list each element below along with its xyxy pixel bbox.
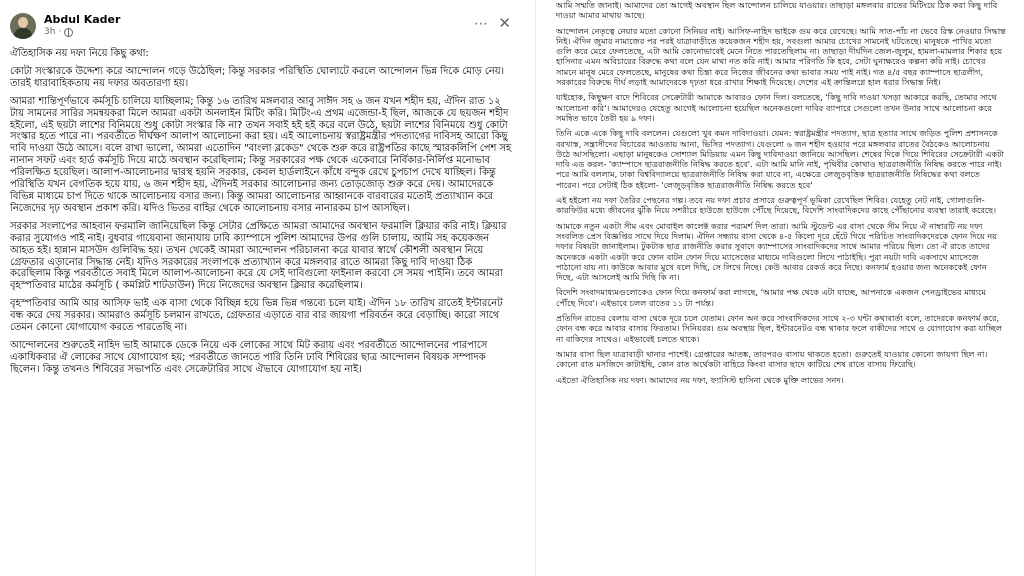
post-paragraph: আমি সম্মতি জানাই। আমাদের তো আগেই অবস্থান ছিল আন্দোলন চালিয়ে যাওয়ার। তাছাড়া মঙ্গলবার রাতের মিটিংয়ে ঠিক করা কিছু দাবি দাওয়া আমার মাথায় আছে। (556, 0, 998, 21)
more-options-icon[interactable]: ⋯ (474, 16, 489, 32)
meta-separator: · (58, 27, 62, 37)
close-icon[interactable]: ✕ (498, 14, 511, 32)
post-paragraph: তিনি একে একে কিছু দাবি বললেন। যেগুলো খুব কমন দাবিদাওয়া। যেমন: স্বরাষ্ট্রমন্ত্রীর পদত্যাগ, ছাত্র হত্যার সাথে জড়িত পুলিশ প্রশাসনকে বরখাস্ত, সন্ত্রাসীদের বিচারের আওতায় আনা, ভিসির পদত্যাগ। যেগুলো ৬ জন শহীদ হওয়ার পরে মঙ্গলবার রাতের বৈঠকেও আলোচনায় উঠে আসছিলো। এছাড়া মানুষকেও সোশ্যাল মিডিয়ায় এমন কিছু দাবিদাওয়া জানিয়ে আসছিল। শেষের দিকে গিয়ে শিবিরের সেক্রেটারী একটা দাবি এড করল- 'ক্যাম্পাসে ছাত্ররাজনীতি নিষিদ্ধ করতে হবে'. এটা আমি মানি নাই, পৃথিবীর কোথাও ছাত্ররাজনীতি নিষিদ্ধ করতে পারে নাই। পরে আমি বললাম, ঢাকা বিশ্ববিদ্যালয়ে ছাত্ররাজনীতি নিষিদ্ধ করা যাবে না, এক্ষেত্রে লেজুড়বৃত্তিক ছাত্ররাজনীতি নিষিদ্ধের কথা বলতে পারেন। পরে সেটাই ঠিক হইলো- 'লেজুড়বৃত্তিক ছাত্ররাজনীতি নিষিদ্ধ করতে হবে' (556, 128, 1005, 190)
author-block (44, 13, 120, 39)
post-paragraph: আন্দোলন নেতৃত্বে নেয়ার মতো কোনো সিনিয়র নাই। আসিফ-নাহিদ ভাইকে গুম করে রেখেছে। আমি সাত-পাঁচ না ভেবে রিস্ক নেওয়ার সিদ্ধান্ত নিই। ঐদিন জুমার নামাজের পর পরই যাত্রাবাড়ীতে কয়েকজন শহীদ হয়, সবগুলা আমার চোখের সামনেই ঘটতেছে। মানুষকে পাখির মতো গুলি করে মেরে ফেলতেছে, এটা আমি কোনোভাবেই মেনে নিতে পারতেছিলাম না। তাছাড়া দীর্ঘদিন জেল-জুলুম, হামলা-মামলার শিকার হয়ে হাসিনার এমন অবিচারের বিরুদ্ধে কথা বলে যেন মাথা নত করি নাই। আমার পরিণতি কি হবে, সেটা ঘুনাক্ষরেও কল্পনা করি নাই। চোখের সামনে মানুষ মেরে ফেলতেছে, মানুষের কথা চিন্তা করে নিজের জীবনের কথা ভাবার সময় পাই নাই। গত ৪/৫ বছর ক্যাম্পাসে ছাত্রলীগ, সরকারের বিরুদ্ধে দীর্ঘ লড়াই আমাদেরকে দৃঢ়তা ধরে রাখার শিক্ষাই দিয়েছে। দেশের এই ক্রান্তিলগ্নে হাল ধরার সিদ্ধান্ত নিই। (556, 25, 1006, 88)
post-paragraph: আন্দোলনের শুরুতেই নাহিদ ভাই আমাকে ডেকে নিয়ে এক লোকের সাথে মিট করায় এবং পরবর্তীতে আন্দোলনের পারপাসে একাধিকবার ঐ লোকের সাথে যোগাযোগ হয়; পরবর্তীতে জানতে পারি তিনি ঢাবি শিবিরের ছাত্র আন্দোলন বিষয়ক সম্পাদক ছিলেন। কিন্তু তখনও শিবিরের সভাপতি এবং সেক্রেটারির সাথে ঐভাবে যোগাযোগ হয় নাই। (10, 339, 488, 375)
post-header (10, 6, 515, 46)
author-name[interactable]: Abdul Kader (44, 13, 121, 26)
post-paragraph: এই হইলো নয় দফা তৈরির পেছনের গল্প। তবে নয় দফা প্রচার প্রসারে গুরুত্বপূর্ণ ভূমিকা রেখেছিল শিবির। যেহেতু নেট নাই, গোলাগুলি-কারফিউর মধ্যে জীবনের ঝুঁকি নিয়ে সশরীরে হাউজে হাউজে পৌঁছে দিয়েছে, বিদেশি সাংবাদিকদের কাছে পৌঁছানোর ব্যবস্থা তারাই করেছে। (556, 195, 997, 216)
post-paragraph: এইতো ঐতিহাসিক নয় দফা। আমাদের নয় দফা, ফ্যাসিস্ট হাসিনা থেকে মুক্তি লাভের সনদ। (556, 374, 844, 385)
avatar[interactable] (10, 13, 36, 39)
post-paragraph: প্রতিদিন রাতের বেলায় বাসা থেকে দূরে চলে যেতাম। ফোন অন করে সাংবাদিকদের সাথে ২-৩ ঘন্টা কথাবার্তা বলে, তাদেরকে কনফার্ম করে, ফোন বন্ধ করে আবার বাসায় ফিরতাম। সিনিয়রর। গুম অবস্থায় ছিল, ইন্টারনেটও বন্ধ থাকার ফলে বাকীদের সাথে ও যোগাযোগ করা যাচ্ছিল না বাকিদের সাথেও। এইভাবেই চলতে থাকে। (556, 313, 1002, 344)
post-paragraph: বিদেশি সংবাদমাধ্যমগুলোকেও ফোন দিয়ে কনফার্ম করা লাগছে, 'আমার পক্ষ থেকে এটা যাচ্ছে, আপনাকে একজন পেনড্রাইভের মাধ্যমে পৌঁছে দিবে'। এইভাবে চলল রাতের ১১ টা পর্যন্ত। (556, 287, 986, 308)
column-divider (535, 0, 536, 576)
post-left-column (10, 0, 515, 576)
post-time[interactable]: 3h (44, 27, 56, 37)
post-right-column (556, 0, 1006, 576)
post-paragraph: আমরা শান্তিপূর্ণভাবে কর্মসূচি চালিয়ে যাচ্ছিলাম; কিন্তু ১৬ তারিখ মঙ্গলবার আবু সাঈদ সহ ৬ জন যখন শহীদ হয়, ঐদিন রাত ১২ টায় সামনের সারির সমন্বয়করা মিলে আমরা একটা অনলাইন মিটিং করি। মিটিং-এ প্রথম এজেন্ডা-ই ছিল, আজকে যে ছয়জন শহীদ হইলো, এই ছয়টা লাশের বিনিময়ে শুধু কোটা সংস্কার কি না? তখন সবাই হই হই করে বলে উঠে, ছয়টা লাশের বিনিময়ে শুধু কোটা সংস্কার হতে পারে না। পরবর্তীতে দীর্ঘক্ষণ আলাপ আলোচনা করা হয়। এই আলোচনায় স্বরাষ্ট্রমন্ত্রীর পদত্যাগের দাবিসহ আরো কিছু দাবি দাওয়া উঠে আসে। বলে রাখা ভালো, আমরা এতোদিন "বাংলা ব্লকেড" থেকে শুরু করে রাষ্ট্রপতির কাছে স্মারকলিপি পেশ সহ নানান সফট এবং হার্ড কর্মসূচি দিয়ে মাঠে অবস্থান করেছিলাম; কিন্তু সরকারের পক্ষ থেকে একেবারে নির্বিকার-নির্লিপ্ত মনোভাব পরিলক্ষিত হয়েছিল। আলাপ-আলোচনার দ্বারস্থ হয়নি সরকার, কেবল হার্ডলাইনে কাঁধে বন্দুক রেখে চুপচাপ দেখে যাচ্ছিল। কিন্তু পরিস্থিতি যখন বেগতিক হয়ে যায়, ৬ জন শহীদ হয়, ঐদিনই সরকার আলোচনার জন্য তোড়জোড় শুরু করে দেয়। আমাদেরকে বিভিন্ন মাধ্যমে চাপ দিতে থাকে আলোচনায় বসার জন্য। কিন্তু আমরা আলোচনার আহ্বানকে বারবারের মতোই প্রত্যাখ্যান করে নিজেদের দৃঢ় অবস্থান প্রকাশ করি। যদিও ভিতর বাহির থেকে আলোচনায় বসার নানারকম চাপ আসছিল। (10, 95, 512, 214)
post-paragraph: যাইহোক, কিছুক্ষণ বাদে শিবিরের সেক্রেটারী আমাকে আবারও ফোন দিল। বলতেছে, 'কিছু দাবি দাওয়া খসড়া আকারে করছি, তোমার সাথে আলোচনা করি'। আমাদেরও যেহেতু আগেই আলোচনা হয়েছিল অনেকগুলো দাবির ব্যাপারে সেগুলো তখন উনার সাথে আলোচনা করে সমন্বিত ভাবে তৈরী হয় ৯ দফা। (556, 92, 997, 123)
globe-icon (64, 28, 73, 37)
post-paragraph: কোটা সংস্কারকে উদ্দেশ্য করে আন্দোলন গড়ে উঠেছিল; কিন্তু সরকার পরিস্থিতি ঘোলাটে করলে আন্দোলন ভিন্ন দিকে মোড় নেয়। তারই ধারাবাহিকতায় নয় দফার অবতারণা হয়। (10, 65, 505, 89)
post-title: ঐতিহাসিক নয় দফা নিয়ে কিছু কথা: (10, 48, 149, 59)
post-meta (44, 26, 120, 39)
post-paragraph: সরকার সংলাপের আহবান ফরমালি জানিয়েছিল কিন্তু সেটার প্রেক্ষিতে আমরা আমাদের অবস্থান ফরমালি ক্লিয়ার করি নাই। ক্লিয়ার করার সুযোগও পাই নাই। বুধবার গায়েবানা জানাযায় ঢাবি ক্যাম্পাসে পুলিশ আমাদের উপর গুলি চালায়, আমি সহ কয়েকজন আহত হই। হান্নান মাসউদ গুলিবিদ্ধ হয়। তখন থেকেই আমরা আন্দোলন পরিচালনা করে যাবার স্বার্থে কৌশলী অবস্থান নিয়ে গ্রেফতার এড়ানোর সিদ্ধান্ত নেই। যদিও সরকারের সংলাপকে প্রত্যাখ্যান করে মঙ্গলবার রাতে আমরা কিছু দাবি দাওয়া ঠিক করেছিলাম কিন্তু পরবর্তীতে সবাই মিলে আলাপ-আলোচনা করে যে সেই দাবিগুলো ফাইনাল করবো সে সময় পাইনি। তবে আমরা বৃহস্পতিবার মাঠের কর্মসূচি ( কমপ্লিট শাটডাউন) দিয়ে নিজেদের অবস্থান ক্লিয়ার করেছিলাম। (10, 220, 507, 292)
post-paragraph: আমাকে নতুন একটা সীম এবং মোবাইল কালেক্ট করার পরামর্শ দিল তারা। আমি স্টুডেন্ট এর বাসা থেকে সীম নিয়ে ঐ নাম্বারটি নয় দফা সংবলিত প্রেস বিজ্ঞপ্তির সাথে দিয়ে দিলাম। ঐদিন সন্ধ্যায় বাসা থেকে ৪-৫ কিলো দূরে হেঁটে গিয়ে পরিচিত সাংবাদিকদেরকে ফোন দিয়ে নয় দফার বিষয়টা জানাইলাম। টুকটাক ছাত্র রাজনীতি করার সুবাদে ক্যাম্পাসের সাংবাদিকদের সাথে আমার পরিচয় ছিল। তো ঐ রাতে তাদের অনেককে একটা একটা করে ফোন বাটন ফোন দিয়ে ম্যাসেজের মাধ্যমে দাবিগুলো লিখে পাঠাইছি। পুরা নয়টা দাবি একসাথে ম্যাসেজে পাঠানো যায় না। কাউকে আবার মুখে বলে দিছি, সে লিখে নিছে। কেউ আবার রেকর্ড করে নিছে। কনফার্ম হওয়ার জন্য অনেককেই ফোন দিছে, এটা আসলেই আমি দিছি কি না। (556, 220, 998, 283)
post-paragraph: আমার বাসা ছিল যাত্রাবাড়ী থানার পাশেই। গ্রেপ্তারের আতঙ্ক, তারপরও বাসায় থাকতে হতো। গুরুতেই যাওয়ার কোনো জায়গা ছিল না। কোনো রাত মসজিদে কাটাইছি, কোন রাত অর্থেকটা বাহিরে কিংবা বাসার ছাদে কাটিয়ে শেষ রাতে বাসায় ফিরেছি। (556, 348, 988, 370)
post-paragraph: বৃহস্পতিবার আমি আর আসিফ ভাই এক বাসা থেকে বিচ্ছিন্ন হয়ে ভিন্ন ভিন্ন গন্তব্যে চলে যাই। ঐদিন ১৮ তারিখ রাতেই ইন্টারনেট বন্ধ করে দেয় সরকার। আমরাও কর্মসূচি চলমান রাখতে, গ্রেফতার এড়াতে বার বার জায়গা পরিবর্তন করে বেড়াচ্ছি। কারো সাথে তেমন কোনো যোগাযোগ করতে পারতেছি না। (10, 298, 503, 334)
